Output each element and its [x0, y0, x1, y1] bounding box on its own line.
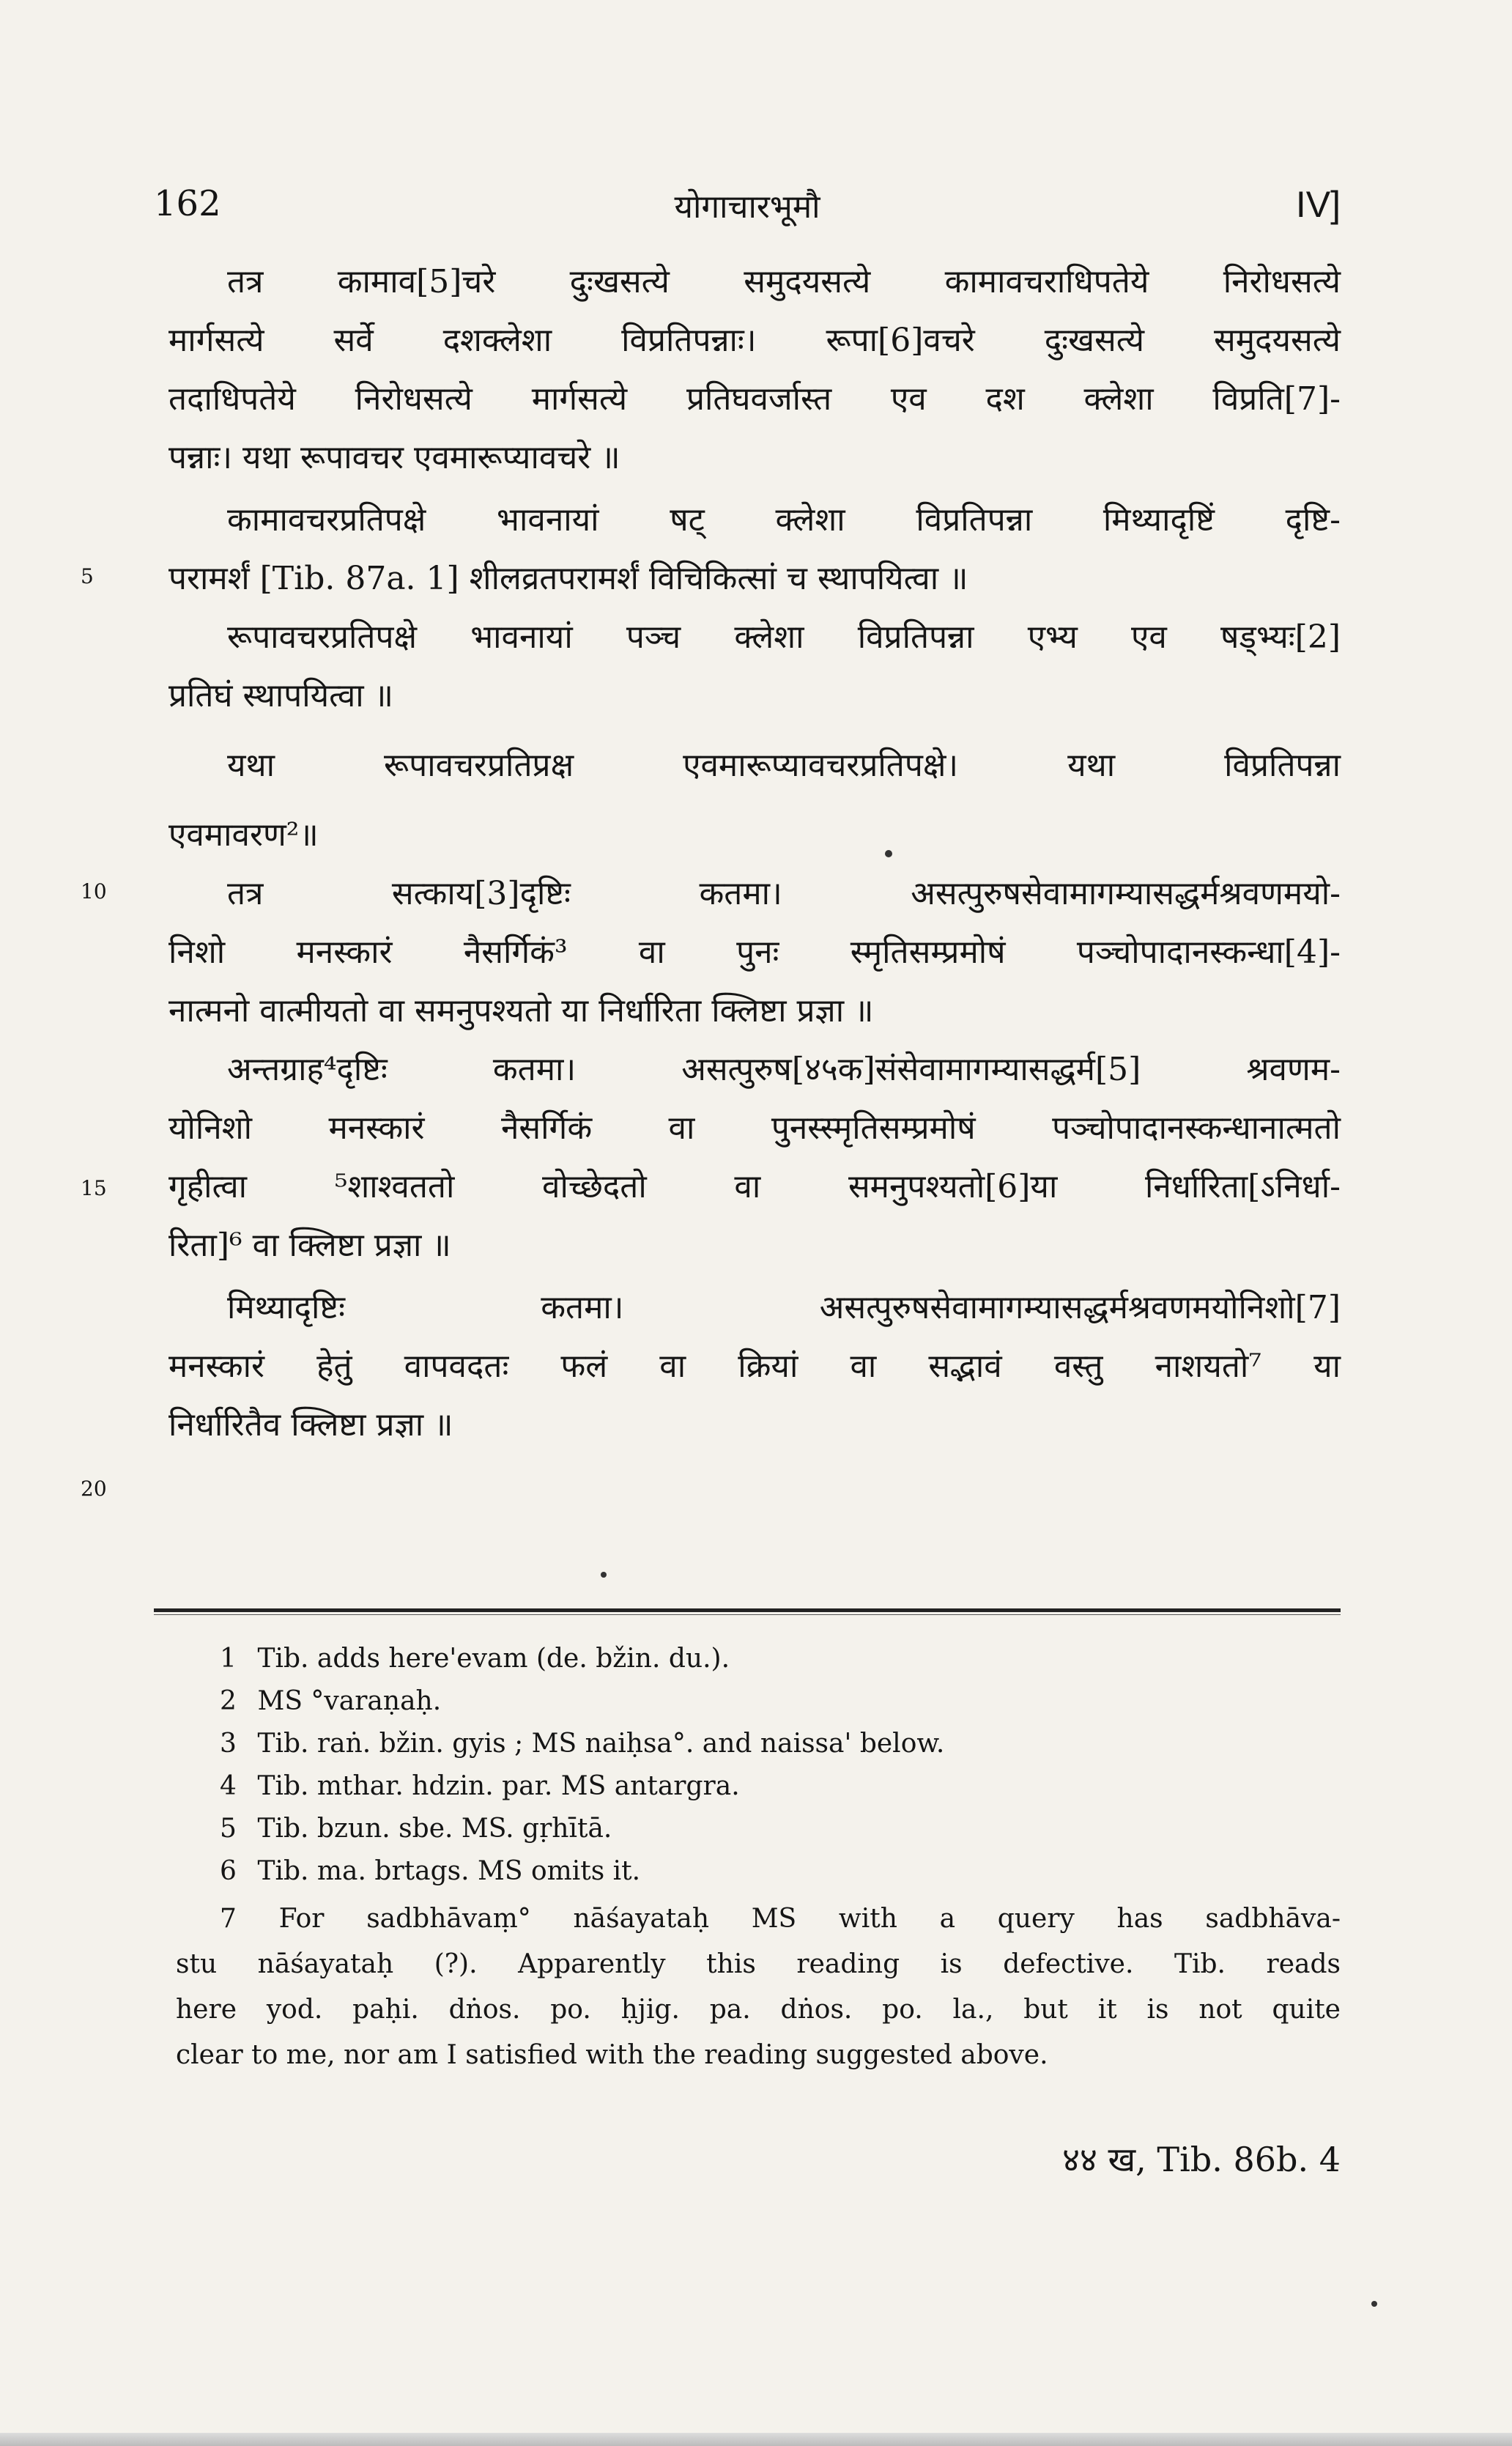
footnote-line: here yod. paḥi. dṅos. po. ḥjig. pa. dṅos. po. la., but it is not quite — [176, 1995, 1341, 2025]
footnote-text: Tib. mthar. hdzin. par. MS antargra. — [257, 1771, 740, 1801]
text-line: तत्र सत्काय[3]दृष्टिः कतमा। असत्पुरुषसेवामागम्यासद्धर्मश्रवणमयो- — [227, 875, 1341, 912]
text-line: पन्नाः। यथा रूपावचर एवमारूप्यावचरे ॥ — [168, 439, 620, 476]
line-number: 20 — [81, 1477, 107, 1501]
footnote — [220, 1769, 740, 1804]
speck — [1371, 2301, 1377, 2307]
footnote-line: clear to me, nor am I satisfied with the reading suggested above. — [176, 2040, 1048, 2070]
line-number: 15 — [81, 1176, 107, 1200]
footnote-text: Tib. bzun. sbe. MS. gṛhītā. — [257, 1814, 612, 1844]
footnote-divider-thin — [154, 1614, 1341, 1615]
footnote-line: stu nāśayataḥ (?). Apparently this reading is defective. Tib. reads — [176, 1949, 1341, 1979]
page-number: 162 — [154, 183, 221, 224]
text-line: प्रतिघं स्थापयित्वा ॥ — [168, 677, 394, 714]
footnote-divider — [154, 1608, 1341, 1612]
line-number: 10 — [81, 879, 107, 904]
footnote-text: Tib. raṅ. bžin. gyis ; MS naiḥsa°. and naissa' below. — [257, 1729, 945, 1759]
footnote-text: Tib. adds here'evam (de. bžin. du.). — [257, 1644, 730, 1674]
text-line: तदाधिपतेये निरोधसत्ये मार्गसत्ये प्रतिघवर्जास्त एव दश क्लेशा विप्रति[7]- — [168, 380, 1341, 418]
text-line: योनिशो मनस्कारं नैसर्गिकं वा पुनस्स्मृतिसम्प्रमोषं पञ्चोपादानस्कन्धानात्मतो — [168, 1109, 1341, 1147]
footnote-text: Tib. ma. brtags. MS omits it. — [257, 1856, 641, 1886]
text-line: एवमावरण²॥ — [168, 816, 319, 854]
speck — [885, 850, 892, 857]
text-line: अन्तग्राह⁴दृष्टिः कतमा। असत्पुरुष[४५क]संसेवामागम्यासद्धर्म[5] श्रवणम- — [227, 1051, 1341, 1088]
text-line: मार्गसत्ये सर्वे दशक्लेशा विप्रतिपन्नाः। रूपा[6]वचरे दुःखसत्ये समुदयसत्ये — [168, 322, 1341, 359]
footnote-number: 2 — [220, 1686, 237, 1716]
footnote-text: MS °varaṇaḥ. — [257, 1686, 442, 1716]
footnote — [220, 1811, 612, 1847]
text-line: नात्मनो वात्मीयतो वा समनुपश्यतो या निर्धारिता क्लिष्टा प्रज्ञा ॥ — [168, 992, 874, 1030]
line-number: 5 — [81, 564, 94, 588]
footnote-number: 3 — [220, 1729, 237, 1759]
footnote-number: 5 — [220, 1814, 237, 1844]
text-line: यथा रूपावचरप्रतिप्रक्ष एवमारूप्यावचरप्रतिपक्षे। यथा विप्रतिपन्ना — [227, 747, 1341, 784]
scan-edge — [0, 2433, 1512, 2446]
page-header — [154, 183, 1341, 242]
speck — [601, 1572, 607, 1578]
text-line: तत्र कामाव[5]चरे दुःखसत्ये समुदयसत्ये कामावचराधिपतेये निरोधसत्ये — [227, 263, 1341, 300]
text-line: परामर्शं [Tib. 87a. 1] शीलव्रतपरामर्शं विचिकित्सां च स्थापयित्वा ॥ — [168, 560, 968, 597]
footnote-number: 1 — [220, 1644, 237, 1674]
text-line: गृहीत्वा ⁵शाश्वततो वोच्छेदतो वा समनुपश्यतो[6]या निर्धारिता[ऽनिर्धा- — [168, 1168, 1341, 1205]
text-line: रूपावचरप्रतिपक्षे भावनायां पञ्च क्लेशा विप्रतिपन्ना एभ्य एव षड्भ्यः[2] — [227, 618, 1341, 656]
section-marker: IV] — [1295, 184, 1341, 225]
footnote-number: 6 — [220, 1856, 237, 1886]
footnote — [220, 1641, 730, 1677]
footnote-number: 4 — [220, 1771, 237, 1801]
footnote-line: 7 For sadbhāvaṃ° nāśayataḥ MS with a query has sadbhāva- — [220, 1904, 1341, 1934]
footnote — [220, 1684, 441, 1719]
text-line: मिथ्यादृष्टिः कतमा। असत्पुरुषसेवामागम्यासद्धर्मश्रवणमयोनिशो[7] — [227, 1289, 1341, 1326]
text-line: निर्धारितैव क्लिष्टा प्रज्ञा ॥ — [168, 1406, 453, 1444]
running-title: योगाचारभूमौ — [674, 188, 820, 226]
footnote — [220, 1726, 944, 1762]
text-line: निशो मनस्कारं नैसर्गिकं³ वा पुनः स्मृतिसम्प्रमोषं पञ्चोपादानस्कन्धा[4]- — [168, 934, 1341, 971]
text-line: रिता]⁶ वा क्लिष्टा प्रज्ञा ॥ — [168, 1227, 451, 1264]
text-line: कामावचरप्रतिपक्षे भावनायां षट् क्लेशा विप्रतिपन्ना मिथ्यादृष्टिं दृष्टि- — [227, 501, 1341, 539]
folio-reference: ४४ ख, Tib. 86b. 4 — [1062, 2140, 1341, 2179]
footnote — [220, 1854, 640, 1889]
text-line: मनस्कारं हेतुं वापवदतः फलं वा क्रियां वा सद्भावं वस्तु नाशयतो⁷ या — [168, 1348, 1341, 1385]
